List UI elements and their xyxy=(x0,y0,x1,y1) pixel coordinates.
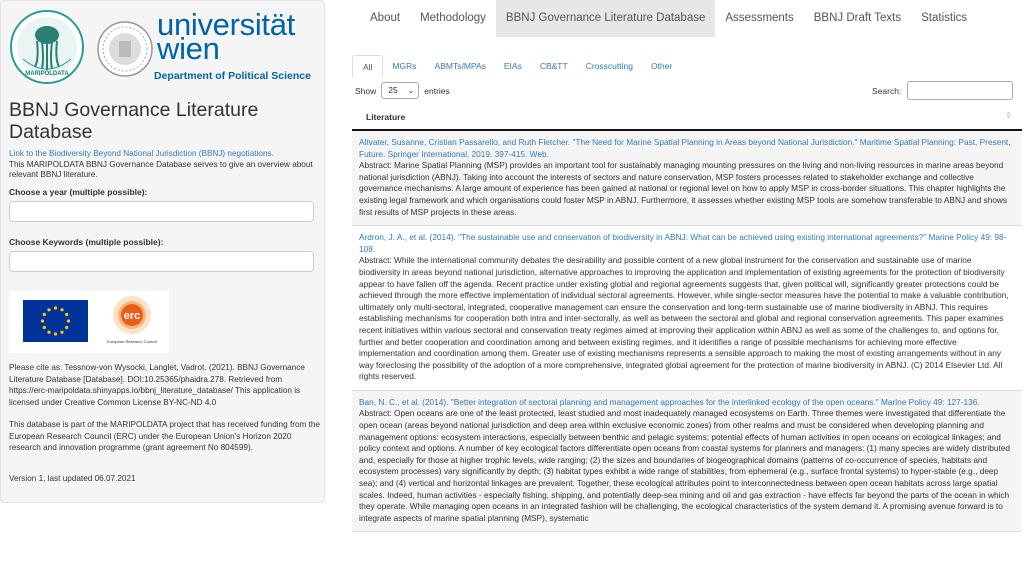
top-navigation xyxy=(360,0,977,37)
intro-text: This MARIPOLDATA BBNJ Governance Database serves to give an overview about relevant BBNJ literature. xyxy=(9,159,313,179)
nav-tab-assessments[interactable]: Assessments xyxy=(725,12,794,24)
citation-text: Please cite as: Tessnow-von Wysocki, Langlet, Vadrot. (2021). BBNJ Governance Literature Database [Database]. DOI:10.25365/phaidra.278. Retrieved from https://erc-maripoldata.shinyapps.io/bbnj_literature_database/ This application is licensed under Creative Common License BY-NC-ND 4.0 xyxy=(9,363,305,407)
category-tab-eias[interactable]: EIAs xyxy=(503,61,522,71)
category-tab-other[interactable]: Other xyxy=(650,61,673,71)
category-tab-mgrs[interactable]: MGRs xyxy=(392,61,417,71)
entries-per-page-select[interactable] xyxy=(381,82,419,99)
table-row xyxy=(352,131,1022,226)
erc-logo-subtext: European Research Council xyxy=(106,339,158,344)
row-citation-link[interactable]: Ardron, J. A., et al. (2014). "The sustainable use and conservation of biodiversity in ABNJ: What can be achieved using existing international agreements?" Marine Policy 49: 98-108. xyxy=(359,232,1007,254)
category-tab-crosscutting[interactable]: Crosscutting xyxy=(585,61,633,71)
bbnj-negotiations-link[interactable]: Link to the Biodiversity Beyond National Jurisdiction (BBNJ) negotiations. xyxy=(9,149,274,158)
chevron-down-icon: ⌄ xyxy=(407,86,415,95)
version-text: Version 1, last updated 06.07.2021 xyxy=(9,474,136,483)
nav-tab-methodology[interactable]: Methodology xyxy=(420,12,486,24)
table-row xyxy=(352,391,1022,533)
eu-flag-icon xyxy=(23,300,88,342)
funder-logos xyxy=(9,291,169,353)
page-title: BBNJ Governance Literature Database xyxy=(9,99,259,143)
entries-per-page-value: 25 xyxy=(388,85,398,95)
row-abstract: Abstract: While the international community debates the desirability and possible content of a new global instrument for the conservation and sustainable use of marine biodiversity in areas beyond national jurisdiction, alternative approaches to improving the application and implementation of existing agreements for the protection of biodiversity appear to have fallen off the agenda. Recent practice under existing global and regional agreements suggests that, given political will, significantly greater protections could be achieved through the more effective implementation of individual sectoral agreements. However, while single-sector measures have the potential to make a valuable contribution, ultimately only multi-sectoral, integrated, cooperative management can ensure the conservation and long-term sustainable use of marine biodiversity in ABNJ. This requires establishing mechanisms for cooperation both intra and inter-sectorally, as well as between the sectoral and global and regional conservation agreements. This paper examines recent initiatives within various sectoral and conservation treaty regimes aimed at improving their application within ABNJ as well as some of the challenges to, and options for, further and better cooperation and coordination among and between existing regimes, and it identifies a range of possible mechanisms for achieving more effective implementation and coordination among them. Greater use of existing mechanisms represents a sensible approach to making the most of existing arrangements without in any way foreclosing the possibility of the adoption of a more comprehensive, integrated global agreement for the protection of marine biodiversity in ABNJ. (C) 2014 Elsevier Ltd. All rights reserved. xyxy=(359,255,1009,382)
category-tab-all[interactable]: All xyxy=(352,55,383,78)
row-citation-link[interactable]: Altvater, Susanne, Cristian Passarello, and Ruth Fletcher. "The Need for Marine Spatial Planning in Areas beyond National Jurisdiction." Maritime Spatial Planning: Past, Present, Future. Springer International, 2019. 397-415. Web. xyxy=(359,137,1011,159)
search-input[interactable] xyxy=(907,81,1013,100)
header-logos xyxy=(9,9,319,89)
year-select-input[interactable] xyxy=(9,201,314,222)
nav-tab-statistics[interactable]: Statistics xyxy=(921,12,968,24)
table-search xyxy=(872,81,1013,100)
category-tab-abmts-mpas[interactable]: ABMTs/MPAs xyxy=(434,61,486,71)
show-prefix: Show xyxy=(355,85,377,96)
row-citation-link[interactable]: Ban, N. C., et al. (2014). "Better integration of sectoral planning and management approaches for the interlinked ecology of the open oceans." Marine Policy 49: 127-136. xyxy=(359,396,980,407)
table-header[interactable] xyxy=(352,104,1022,131)
nav-tab-about[interactable]: About xyxy=(370,12,401,24)
entries-length-control xyxy=(355,82,450,99)
search-label: Search: xyxy=(872,85,902,96)
table-row xyxy=(352,226,1022,391)
nav-tab-draft-texts[interactable]: BBNJ Draft Texts xyxy=(813,12,902,24)
maripoldata-logo xyxy=(9,9,85,85)
university-seal-icon xyxy=(97,21,153,77)
department-name: Department of Political Science xyxy=(154,70,311,82)
row-abstract: Abstract: Marine Spatial Planning (MSP) provides an important tool for sustainably managing mounting pressures on the living and non-living resources in marine areas beyond national jurisdiction (ABNJ). Taking into account the interests of sectors and nature conservation, MSP fosters processes related to stakeholder exchange and collective governance mechanisms. A large amount of experience has been gained at national or regional level on how to apply MSP in cross-border situations. This chapter highlights the existing legal framework and which organisations could foster MSP in ABNJ. Furthermore, it assesses whether existing MSP tools are somehow transferable to ABNJ and shows first results of MSP projects in these areas. xyxy=(359,160,1008,217)
erc-logo-text: erc xyxy=(123,310,141,322)
row-abstract: Abstract: Open oceans are one of the least protected, least studied and most inadequately managed ecosystems on Earth. Three themes were investigated that differentiate the open ocean (areas beyond national jurisdiction and deep area within exclusive economic zones) from other realms and must be considered when developing planning and management options: ecosystem interactions, especially between benthic and pelagic systems; potential effects of human activities in open oceans on ecological linkages; and policy context and options. A number of key ecological factors differentiate open oceans from coastal systems for planners and managers: (1) many species are widely distributed and, especially for those at higher trophic levels, wide ranging; (2) the sizes and boundaries of biogeographical domains (patterns of co-occurrence of species, habitats and ecosystem processes) vary significantly by depth; (3) habitat types exhibit a wide range of stabilities, from ephemeral (e.g., surface frontal systems) to hyper-stable (e.g., deep sea); and (4) vertical and horizontal linkages are prevalent. Together, these ecological attributes point to interconnectedness between open ocean habitats across large spatial scales. Indeed, human activities - especially fishing, shipping, and potentially deep-sea mining and oil and gas extraction - have effects far beyond the parts of the ocean in which they operate. While managing open oceans in an integrated fashion will be challenging, the ecological characteristics of the system demand it. A promising avenue forward is to integrate aspects of marine spatial planning (MSP), systematic xyxy=(359,408,1011,523)
erc-logo xyxy=(101,293,163,349)
maripoldata-logo-text: MARIPOLDATA xyxy=(25,71,69,77)
sidebar-panel xyxy=(0,0,325,503)
column-header-literature[interactable]: Literature xyxy=(366,112,406,122)
literature-table xyxy=(352,104,1022,569)
category-tabs xyxy=(352,55,1022,78)
category-tab-cbtt[interactable]: CB&TT xyxy=(539,61,568,71)
nav-tab-literature-database[interactable]: BBNJ Governance Literature Database xyxy=(496,0,715,37)
year-label: Choose a year (multiple possible): xyxy=(9,187,148,197)
keywords-label: Choose Keywords (multiple possible): xyxy=(9,237,164,247)
keywords-select-input[interactable] xyxy=(9,251,314,272)
sort-icon[interactable]: ⇕ xyxy=(1005,111,1012,120)
funding-text: This database is part of the MARIPOLDATA project that has received funding from the European Research Council (ERC) under the European Union's Horizon 2020 research and innovation programme (grant agreement No 804599). xyxy=(9,420,320,452)
university-name: universität wien xyxy=(157,7,295,66)
sidebar-intro xyxy=(9,149,319,181)
show-suffix: entries xyxy=(424,85,450,96)
